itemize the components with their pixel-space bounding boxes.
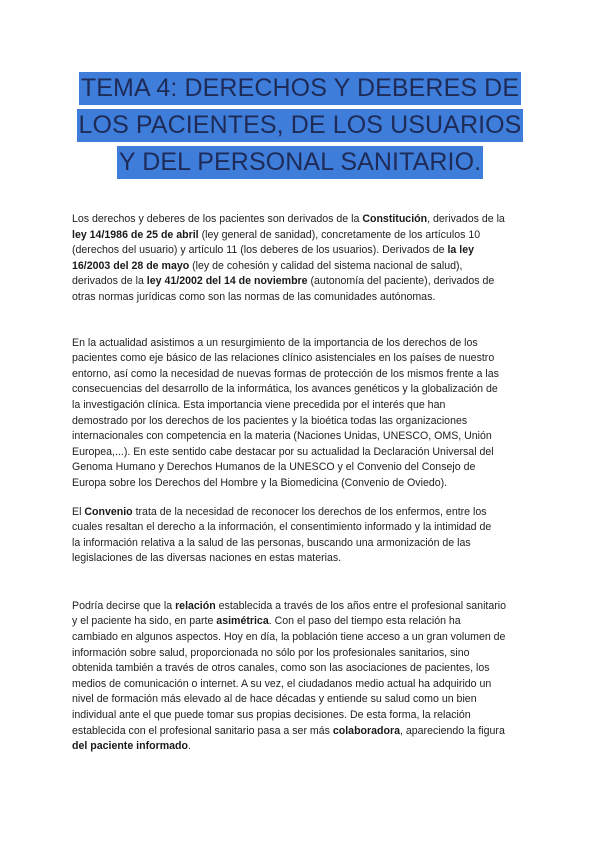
text-line: consecuencias del desarrollo de la informática, los avances genéticos y la globalización de (72, 383, 498, 396)
text-line: legislaciones de las diversas naciones en estas materias. (72, 552, 342, 565)
bold-term: colaboradora (332, 724, 400, 737)
text-line: la información relativa a la salud de las personas, buscando una armonización de las (72, 536, 471, 549)
text-run: (derechos del usuario) y artículo 11 (los deberes de los usuarios). Derivados de (72, 244, 448, 257)
text-line (72, 259, 532, 275)
title-line-2: LOS PACIENTES, DE LOS USUARIOS (77, 109, 524, 142)
text-line (72, 274, 532, 290)
paragraph-rights-sources (72, 212, 532, 306)
text-line (72, 212, 532, 228)
text-line: entorno, así como la necesidad de nuevas formas de protección de los mismos frente a las (72, 367, 499, 380)
text-line: otras normas jurídicas como son las normas de las comunidades autónomas. (72, 290, 436, 303)
text-line (72, 599, 532, 615)
text-line: cuales resaltan el derecho a la información, el consentimiento informado y la intimidad de (72, 521, 492, 534)
bold-term: Convenio (84, 505, 133, 518)
text-line (72, 614, 532, 630)
text-line (72, 739, 532, 755)
document-title (0, 72, 600, 183)
text-run: , apareciendo la figura (400, 724, 505, 737)
document-body (72, 212, 532, 755)
text-run: trata de la necesidad de reconocer los derechos de los enfermos, entre los (132, 505, 487, 518)
text-line: internacionales con competencia en la materia (Naciones Unidas, UNESCO, OMS, Unión (72, 430, 492, 443)
text-line: Europea,...). En este sentido cabe destacar por su actualidad la Declaración Universal del (72, 445, 494, 458)
bold-term: asimétrica (216, 615, 269, 628)
text-line: información sobre salud, proporcionada no sólo por los profesionales sanitarios, sino (72, 646, 470, 659)
text-line: obtenida también a través de otros canales, como son las asociaciones de pacientes, los (72, 662, 490, 675)
text-run: derivados de la (72, 275, 147, 288)
text-line: Europa sobre los Derechos del Hombre y la Biomedicina (Convenio de Oviedo). (72, 476, 448, 489)
bold-term: del (72, 740, 91, 753)
text-run: Podría decirse que la (72, 599, 176, 612)
text-line: Genoma Humano y Derechos Humanos de la UNESCO y el Convenio del Consejo de (72, 461, 476, 474)
text-line (72, 724, 532, 740)
text-run: (ley general de sanidad), concretamente de los artículos 10 (198, 228, 481, 241)
text-line: individual ante el que puede tomar sus propias decisiones. De esta forma, la relación (72, 709, 471, 722)
title-line-3: Y DEL PERSONAL SANITARIO. (117, 146, 483, 179)
text-run: establecida a través de los años entre el profesional sanitario (215, 599, 507, 612)
bold-term: relación (175, 599, 216, 612)
text-line: la investigación clínica. Esta importancia viene precedida por el interés que han (72, 398, 446, 411)
text-run: establecida con el profesional sanitario pasa a ser más (72, 724, 333, 737)
bold-term: Constitución (362, 213, 428, 225)
text-run: . Con el paso del tiempo esta relación ha (268, 615, 461, 628)
text-line (72, 228, 532, 244)
text-line: demostrado por los derechos de los pacientes y la bioética todas las organizaciones (72, 414, 468, 427)
text-line: medios de comunicación o internet. A su vez, el ciudadanos medio actual ha adquirido un (72, 677, 492, 690)
paragraph-convenio (72, 505, 532, 567)
text-line (72, 505, 532, 521)
bold-term: paciente informado (90, 740, 188, 753)
paragraph-relationship (72, 599, 532, 755)
text-line: pacientes como eje básico de las relaciones clínico asistenciales en los países de nuestro (72, 352, 495, 365)
text-run: Los derechos y deberes de los pacientes son derivados de la (72, 213, 363, 225)
text-run: . (187, 740, 191, 753)
text-run: El (72, 505, 85, 518)
title-line-1: TEMA 4: DERECHOS Y DEBERES DE (79, 72, 521, 105)
text-line (72, 243, 532, 259)
text-line: En la actualidad asistimos a un resurgimiento de la importancia de los derechos de los (72, 336, 478, 349)
bold-term: ley 41/2002 del 14 de noviembre (146, 275, 308, 288)
bold-term: 16/2003 del 28 de mayo (72, 259, 190, 272)
paragraph-current-context (72, 336, 532, 492)
bold-term: ley 14/1986 de 25 de abril (72, 228, 199, 241)
text-run: (autonomía del paciente), derivados de (307, 275, 495, 288)
text-line: cambiado en algunos aspectos. Hoy en día, la población tiene acceso a un gran volumen de (72, 631, 506, 644)
bold-term: la ley (447, 244, 474, 257)
text-run: (ley de cohesión y calidad del sistema nacional de salud), (189, 259, 463, 272)
text-run: y el paciente ha sido, en parte (72, 615, 217, 628)
text-line: nivel de formación más elevado al de hace décadas y entiende su salud como un bien (72, 693, 477, 706)
text-run: , derivados de la (427, 213, 505, 225)
